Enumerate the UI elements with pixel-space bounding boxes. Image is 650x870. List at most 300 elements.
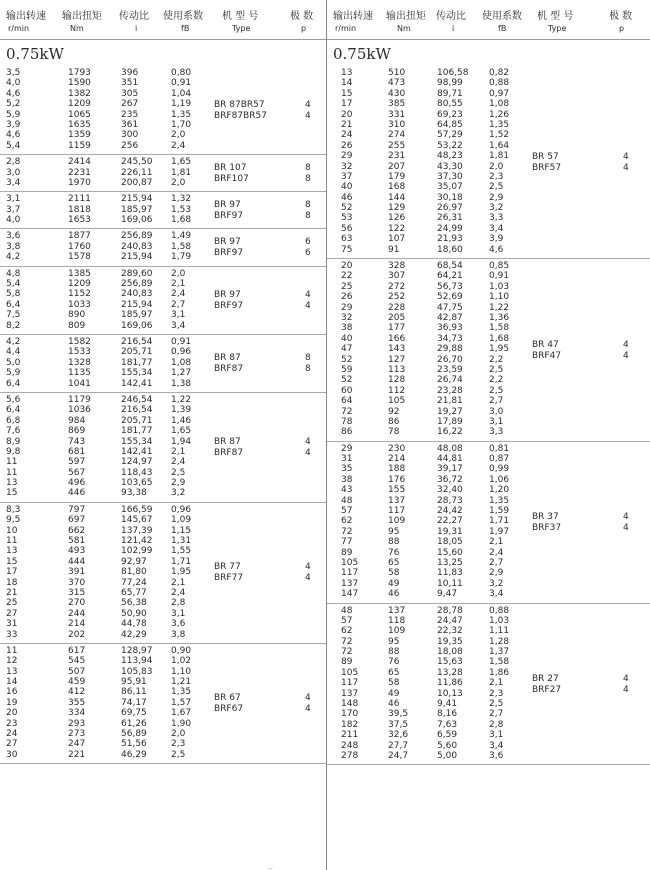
table-row <box>327 375 650 385</box>
torque-cell: 109 <box>388 626 406 637</box>
ratio-cell: 19,27 <box>437 406 463 417</box>
factor-cell: 3,4 <box>489 740 504 751</box>
factor-cell: 2,5 <box>489 364 504 375</box>
torque-cell: 315 <box>68 587 86 598</box>
pole-label <box>623 674 629 696</box>
torque-cell: 214 <box>68 619 86 630</box>
speed-cell: 21 <box>6 587 18 598</box>
ratio-cell: 80,55 <box>437 99 463 110</box>
factor-cell: 1,53 <box>171 204 192 215</box>
torque-cell: 221 <box>68 749 86 760</box>
factor-cell: 1,70 <box>171 119 192 130</box>
speed-cell: 13 <box>6 666 18 677</box>
factor-cell: 4,6 <box>489 244 504 255</box>
pole-label <box>305 353 311 375</box>
pole-count: 8 <box>305 199 311 210</box>
speed-cell: 38 <box>341 323 353 334</box>
speed-cell: 72 <box>341 647 353 658</box>
speed-cell: 3,5 <box>6 68 21 78</box>
torque-cell: 1818 <box>68 204 91 215</box>
torque-cell: 65 <box>388 667 400 678</box>
pole-count: 4 <box>623 673 629 684</box>
torque-cell: 92 <box>388 406 400 417</box>
ratio-cell: 245,50 <box>121 157 153 168</box>
header-model: 机 型 号 <box>222 11 259 22</box>
speed-cell: 60 <box>341 385 353 396</box>
speed-cell: 3,1 <box>6 194 21 205</box>
speed-cell: 32 <box>341 161 353 172</box>
ratio-cell: 113,94 <box>121 656 153 667</box>
table-row <box>327 427 650 437</box>
table-row <box>327 245 650 255</box>
model-type-label <box>214 693 243 715</box>
factor-cell: 1,22 <box>171 394 192 405</box>
torque-cell: 370 <box>68 577 86 588</box>
unit-model: Type <box>548 24 567 33</box>
factor-cell: 3,6 <box>171 619 186 630</box>
speed-cell: 52 <box>341 375 353 386</box>
torque-cell: 143 <box>388 344 406 355</box>
torque-cell: 1533 <box>68 347 91 358</box>
motor-group <box>0 192 326 229</box>
torque-cell: 207 <box>388 161 406 172</box>
pole-count: 8 <box>305 210 311 221</box>
unit-speed: r/min <box>8 24 30 33</box>
speed-cell: 26 <box>341 140 353 151</box>
factor-cell: 3,4 <box>171 320 186 331</box>
factor-cell: 1,10 <box>171 666 192 677</box>
unit-ratio: i <box>452 24 455 33</box>
factor-cell: 1,95 <box>171 567 192 578</box>
table-row <box>0 739 326 749</box>
torque-cell: 385 <box>388 99 406 110</box>
factor-cell: 1,68 <box>489 333 510 344</box>
factor-cell: 2,4 <box>171 587 186 598</box>
ratio-cell: 21,81 <box>437 396 463 407</box>
ratio-cell: 137,39 <box>121 525 153 536</box>
speed-cell: 78 <box>341 416 353 427</box>
pole-label <box>305 290 311 312</box>
factor-cell: 2,9 <box>489 192 504 203</box>
factor-cell: 2,1 <box>489 678 504 689</box>
factor-cell: 1,71 <box>171 556 192 567</box>
speed-cell: 3,7 <box>6 204 21 215</box>
factor-cell: 3,4 <box>489 223 504 234</box>
factor-cell: 2,0 <box>171 268 186 279</box>
table-row <box>327 485 650 495</box>
table-row <box>327 626 650 636</box>
model-type: BR 47 <box>532 339 559 350</box>
speed-cell: 40 <box>341 182 353 193</box>
right-table-header <box>327 0 650 40</box>
table-row <box>327 99 650 109</box>
speed-cell: 32 <box>341 312 353 323</box>
speed-cell: 17 <box>341 99 353 110</box>
ratio-cell: 77,24 <box>121 577 147 588</box>
speed-cell: 5,4 <box>6 279 21 290</box>
pole-count: 4 <box>305 300 311 311</box>
pole-count: 4 <box>305 573 311 584</box>
torque-cell: 1209 <box>68 99 91 110</box>
torque-cell: 310 <box>388 119 406 130</box>
table-row <box>0 347 326 357</box>
speed-cell: 48 <box>341 495 353 506</box>
speed-cell: 8,2 <box>6 320 21 331</box>
model-type-label <box>532 152 561 174</box>
table-row <box>327 475 650 485</box>
speed-cell: 3,0 <box>6 167 21 178</box>
ratio-cell: 19,31 <box>437 526 463 537</box>
torque-cell: 105 <box>388 396 406 407</box>
ratio-cell: 26,97 <box>437 203 463 214</box>
pole-count: 4 <box>623 151 629 162</box>
power-rating: 0.75kW <box>6 45 64 63</box>
torque-cell: 496 <box>68 478 86 489</box>
ratio-cell: 216,54 <box>121 336 153 347</box>
factor-cell: 3,9 <box>489 234 504 245</box>
table-row <box>327 516 650 526</box>
speed-cell: 18 <box>6 577 18 588</box>
factor-cell: 1,31 <box>171 536 192 547</box>
speed-cell: 29 <box>341 302 353 313</box>
factor-cell: 1,08 <box>171 357 192 368</box>
factor-cell: 0,96 <box>171 347 192 358</box>
torque-cell: 49 <box>388 688 400 699</box>
ratio-cell: 46,29 <box>121 749 147 760</box>
factor-cell: 1,06 <box>489 474 510 485</box>
ratio-cell: 145,67 <box>121 515 153 526</box>
ratio-cell: 69,75 <box>121 708 147 719</box>
factor-cell: 3,2 <box>171 488 186 499</box>
ratio-cell: 19,35 <box>437 636 463 647</box>
factor-cell: 2,9 <box>171 478 186 489</box>
speed-cell: 5,4 <box>6 140 21 151</box>
ratio-cell: 42,87 <box>437 312 463 323</box>
speed-cell: 56 <box>341 223 353 234</box>
table-row <box>0 667 326 677</box>
table-row <box>327 506 650 516</box>
factor-cell: 1,08 <box>489 99 510 110</box>
torque-cell: 78 <box>388 427 400 438</box>
factor-cell: 1,35 <box>171 687 192 698</box>
factor-cell: 2,7 <box>489 396 504 407</box>
pole-label <box>305 237 311 259</box>
right-column <box>327 0 650 765</box>
ratio-cell: 240,83 <box>121 289 153 300</box>
ratio-cell: 26,70 <box>437 354 463 365</box>
pole-count: 4 <box>623 162 629 173</box>
torque-cell: 177 <box>388 323 406 334</box>
table-row <box>327 558 650 568</box>
torque-cell: 91 <box>388 244 400 255</box>
factor-cell: 2,2 <box>489 375 504 386</box>
torque-cell: 334 <box>68 708 86 719</box>
torque-cell: 188 <box>388 464 406 475</box>
speed-cell: 72 <box>341 526 353 537</box>
pole-label <box>305 200 311 222</box>
torque-cell: 255 <box>388 140 406 151</box>
model-type: BRF27 <box>532 684 562 695</box>
factor-cell: 1,10 <box>489 292 510 303</box>
header-ratio: 传动比 <box>436 11 466 22</box>
pole-count: 4 <box>305 289 311 300</box>
motor-group <box>327 442 650 604</box>
ratio-cell: 26,74 <box>437 375 463 386</box>
model-type: BR 27 <box>532 673 559 684</box>
torque-cell: 113 <box>388 364 406 375</box>
factor-cell: 1,22 <box>489 302 510 313</box>
torque-cell: 244 <box>68 608 86 619</box>
table-row <box>327 709 650 719</box>
torque-cell: 127 <box>388 354 406 365</box>
speed-cell: 20 <box>341 261 353 272</box>
factor-cell: 1,67 <box>171 708 192 719</box>
unit-factor: fB <box>181 24 190 33</box>
torque-cell: 214 <box>388 454 406 465</box>
torque-cell: 270 <box>68 598 86 609</box>
factor-cell: 1,58 <box>489 657 510 668</box>
model-type: BRF87BR57 <box>214 110 267 121</box>
torque-cell: 27,7 <box>388 740 409 751</box>
speed-cell: 278 <box>341 751 359 761</box>
factor-cell: 2,8 <box>171 598 186 609</box>
torque-cell: 168 <box>388 182 406 193</box>
speed-cell: 5,9 <box>6 368 21 379</box>
ratio-cell: 240,83 <box>121 241 153 252</box>
header-speed: 输出转速 <box>6 11 46 22</box>
torque-cell: 49 <box>388 578 400 589</box>
pole-count: 4 <box>305 692 311 703</box>
model-type-label <box>214 290 243 312</box>
torque-cell: 126 <box>388 213 406 224</box>
factor-cell: 2,0 <box>171 729 186 740</box>
torque-cell: 1793 <box>68 68 91 78</box>
ratio-cell: 56,38 <box>121 598 147 609</box>
speed-cell: 47 <box>341 344 353 355</box>
table-row <box>327 606 650 616</box>
motor-group <box>0 644 326 764</box>
torque-cell: 166 <box>388 333 406 344</box>
pole-label <box>623 152 629 174</box>
speed-cell: 86 <box>341 427 353 438</box>
torque-cell: 95 <box>388 636 400 647</box>
ratio-cell: 24,99 <box>437 223 463 234</box>
table-row <box>0 578 326 588</box>
table-row <box>0 536 326 546</box>
ratio-cell: 51,56 <box>121 739 147 750</box>
torque-cell: 32,6 <box>388 730 409 741</box>
factor-cell: 1,55 <box>171 546 192 557</box>
factor-cell: 2,2 <box>489 354 504 365</box>
factor-cell: 2,7 <box>489 709 504 720</box>
factor-cell: 1,90 <box>171 718 192 729</box>
speed-cell: 147 <box>341 589 359 600</box>
ratio-cell: 17,89 <box>437 416 463 427</box>
table-row <box>327 579 650 589</box>
speed-cell: 16 <box>6 687 18 698</box>
model-type: BR 87BR57 <box>214 99 265 110</box>
table-row <box>327 751 650 761</box>
factor-cell: 0,97 <box>489 88 510 99</box>
speed-cell: 4,6 <box>6 88 21 99</box>
table-row <box>0 488 326 498</box>
speed-cell: 6,4 <box>6 299 21 310</box>
ratio-cell: 92,97 <box>121 556 147 567</box>
table-row <box>0 368 326 378</box>
table-row <box>327 224 650 234</box>
speed-cell: 62 <box>341 516 353 527</box>
factor-cell: 1,35 <box>489 495 510 506</box>
speed-cell: 35 <box>341 464 353 475</box>
speed-cell: 15 <box>6 488 18 499</box>
table-row <box>0 426 326 436</box>
table-row <box>327 386 650 396</box>
unit-speed: r/min <box>335 24 357 33</box>
ratio-cell: 36,72 <box>437 474 463 485</box>
speed-cell: 6,8 <box>6 415 21 426</box>
torque-cell: 984 <box>68 415 86 426</box>
ratio-cell: 81,80 <box>121 567 147 578</box>
model-type: BR 67 <box>214 692 241 703</box>
torque-cell: 88 <box>388 647 400 658</box>
ratio-cell: 5,60 <box>437 740 458 751</box>
ratio-cell: 18,08 <box>437 647 463 658</box>
header-torque: 输出扭矩 <box>386 11 426 22</box>
table-row <box>327 141 650 151</box>
motor-group <box>0 267 326 335</box>
factor-cell: 0,81 <box>489 443 510 454</box>
ratio-cell: 11,83 <box>437 568 463 579</box>
torque-cell: 1135 <box>68 368 91 379</box>
pole-label <box>305 163 311 185</box>
table-row <box>327 89 650 99</box>
factor-cell: 1,26 <box>489 109 510 120</box>
speed-cell: 89 <box>341 657 353 668</box>
table-row <box>0 557 326 567</box>
table-row <box>327 657 650 667</box>
ratio-cell: 10,11 <box>437 578 463 589</box>
table-row <box>0 310 326 320</box>
table-row <box>0 205 326 215</box>
torque-cell: 459 <box>68 677 86 688</box>
right-groups <box>327 66 650 765</box>
speed-cell: 7,5 <box>6 310 21 321</box>
torque-cell: 129 <box>388 203 406 214</box>
speed-cell: 37 <box>341 171 353 182</box>
factor-cell: 1,97 <box>489 526 510 537</box>
speed-cell: 30 <box>6 749 18 760</box>
torque-cell: 76 <box>388 657 400 668</box>
factor-cell: 1,86 <box>489 667 510 678</box>
ratio-cell: 57,29 <box>437 130 463 141</box>
speed-cell: 19 <box>6 697 18 708</box>
header-model: 机 型 号 <box>537 11 574 22</box>
model-type: BRF77 <box>214 573 244 584</box>
factor-cell: 0,91 <box>171 336 192 347</box>
header-factor: 使用系数 <box>163 11 203 22</box>
torque-cell: 202 <box>68 629 86 640</box>
torque-cell: 1159 <box>68 140 91 151</box>
torque-cell: 112 <box>388 385 406 396</box>
table-row <box>0 750 326 760</box>
ratio-cell: 256 <box>121 140 139 151</box>
table-row <box>0 416 326 426</box>
ratio-cell: 9,41 <box>437 699 458 710</box>
torque-cell: 1653 <box>68 215 91 226</box>
model-type-label <box>214 237 243 259</box>
pole-label <box>305 437 311 459</box>
table-row <box>0 120 326 130</box>
ratio-cell: 32,40 <box>437 485 463 496</box>
model-type-label <box>214 163 249 185</box>
table-row <box>327 234 650 244</box>
factor-cell: 1,59 <box>489 506 510 517</box>
ratio-cell: 396 <box>121 68 139 78</box>
model-type-label <box>214 562 243 584</box>
speed-cell: 21 <box>341 119 353 130</box>
ratio-cell: 205,71 <box>121 415 153 426</box>
torque-cell: 109 <box>388 516 406 527</box>
torque-cell: 228 <box>388 302 406 313</box>
ratio-cell: 22,32 <box>437 626 463 637</box>
model-type: BRF97 <box>214 210 244 221</box>
pole-count: 6 <box>305 236 311 247</box>
factor-cell: 1,49 <box>171 231 192 242</box>
table-row <box>327 730 650 740</box>
ratio-cell: 155,34 <box>121 368 153 379</box>
speed-cell: 59 <box>341 364 353 375</box>
table-row <box>0 215 326 225</box>
table-row <box>327 78 650 88</box>
factor-cell: 2,4 <box>171 140 186 151</box>
speed-cell: 23 <box>6 718 18 729</box>
factor-cell: 1,03 <box>489 281 510 292</box>
header-poles: 极 数 <box>290 11 314 22</box>
speed-cell: 4,8 <box>6 268 21 279</box>
table-row <box>0 178 326 188</box>
model-type: BRF37 <box>532 522 562 533</box>
torque-cell: 2414 <box>68 157 91 168</box>
speed-cell: 20 <box>341 109 353 120</box>
ratio-cell: 44,78 <box>121 619 147 630</box>
torque-cell: 597 <box>68 457 86 468</box>
torque-cell: 39,5 <box>388 709 409 720</box>
table-row <box>327 548 650 558</box>
factor-cell: 3,1 <box>171 310 186 321</box>
motor-group <box>0 335 326 393</box>
table-row <box>0 269 326 279</box>
table-row <box>327 355 650 365</box>
factor-cell: 0,80 <box>171 68 192 78</box>
ratio-cell: 102,99 <box>121 546 153 557</box>
speed-cell: 8,3 <box>6 504 21 515</box>
table-row <box>0 619 326 629</box>
table-row <box>0 157 326 167</box>
torque-cell: 205 <box>388 312 406 323</box>
model-type: BRF97 <box>214 247 244 258</box>
torque-cell: 118 <box>388 615 406 626</box>
speed-cell: 9,5 <box>6 515 21 526</box>
speed-cell: 11 <box>6 536 18 547</box>
speed-cell: 211 <box>341 730 359 741</box>
left-groups <box>0 66 326 764</box>
factor-cell: 2,4 <box>489 547 504 558</box>
torque-cell: 412 <box>68 687 86 698</box>
torque-cell: 355 <box>68 697 86 708</box>
factor-cell: 0,88 <box>489 605 510 616</box>
factor-cell: 0,87 <box>489 454 510 465</box>
ratio-cell: 361 <box>121 119 139 130</box>
